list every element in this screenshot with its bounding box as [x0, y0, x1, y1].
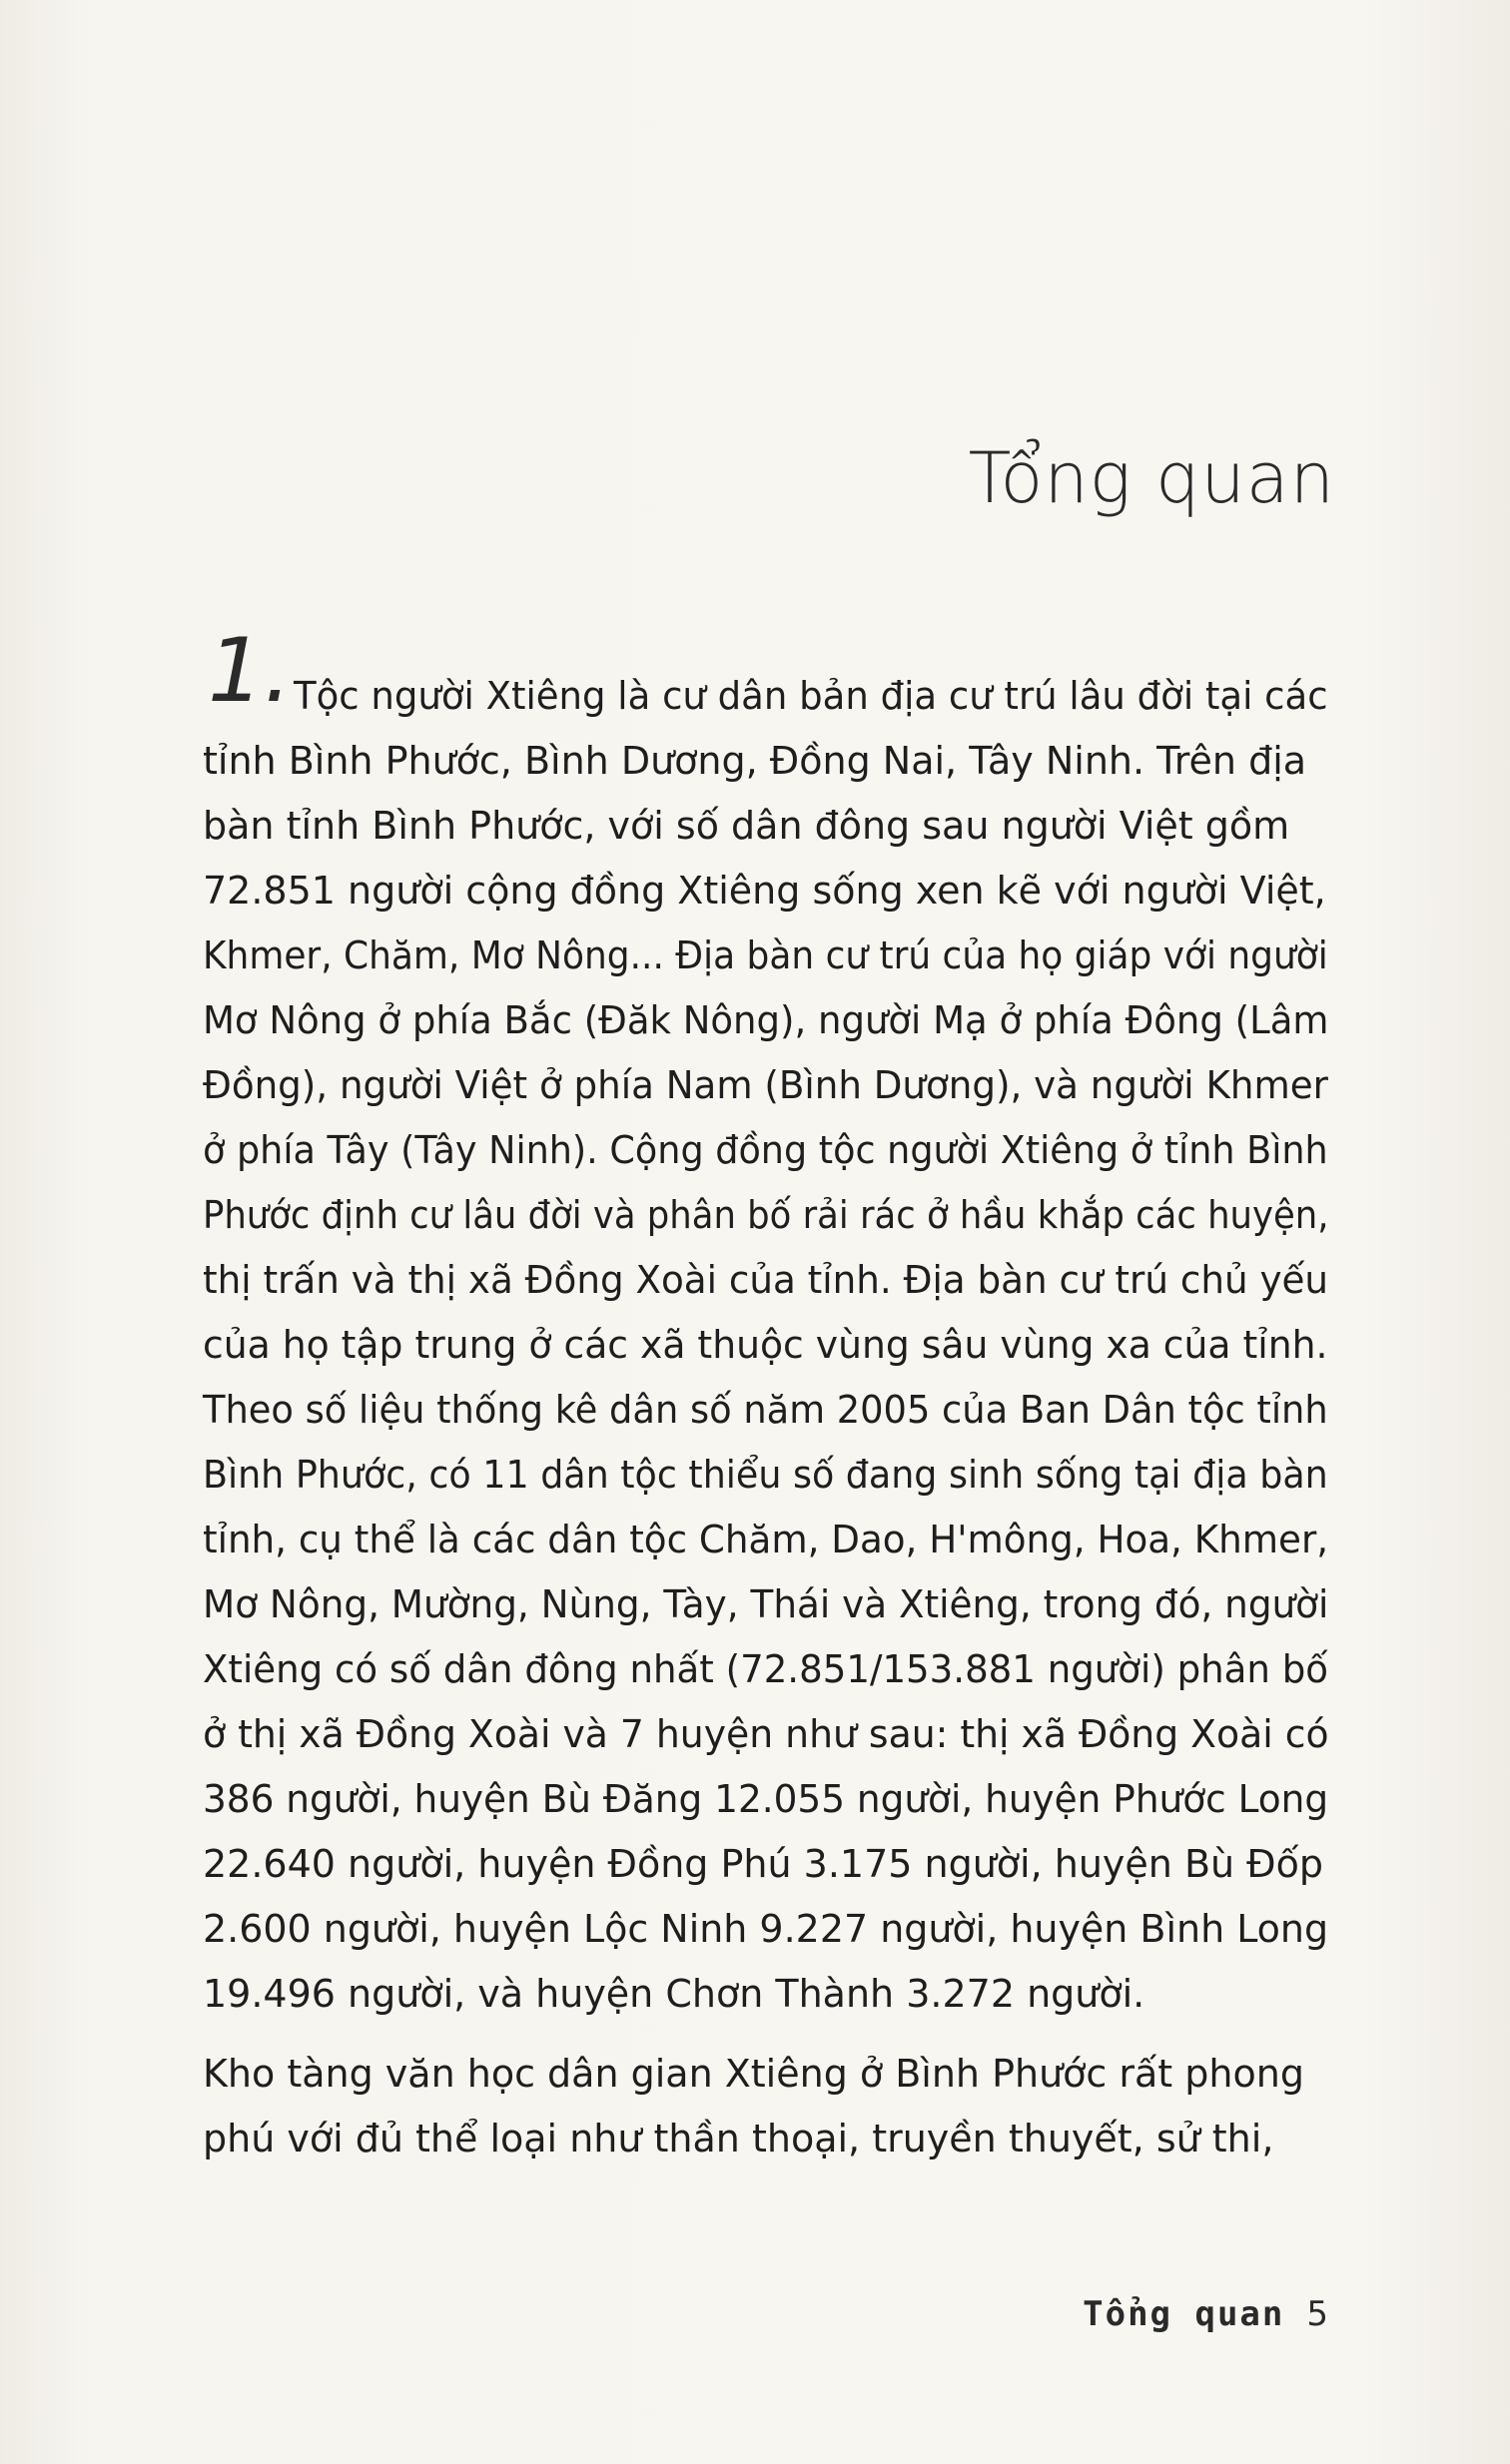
footer-running-title: Tổng quan: [1083, 2294, 1285, 2334]
text-line: Mơ Nông, Mường, Nùng, Tày, Thái và Xtiêng, trong đó, người: [203, 1582, 1329, 1626]
text-line: 386 người, huyện Bù Đăng 12.055 người, huyện Phước Long: [203, 1777, 1329, 1821]
page-footer: [1083, 2294, 1330, 2334]
text-line: thị trấn và thị xã Đồng Xoài của tỉnh. Địa bàn cư trú chủ yếu: [203, 1258, 1329, 1302]
text-line: ở thị xã Đồng Xoài và 7 huyện như sau: thị xã Đồng Xoài có: [203, 1712, 1329, 1756]
text-line: tỉnh Bình Phước, Bình Dương, Đồng Nai, Tây Ninh. Trên địa: [203, 739, 1307, 783]
text-line: Mơ Nông ở phía Bắc (Đăk Nông), người Mạ ở phía Đông (Lâm: [203, 998, 1329, 1042]
text-line: ở phía Tây (Tây Ninh). Cộng đồng tộc người Xtiêng ở tỉnh Bình: [203, 1128, 1328, 1172]
text-line: 22.640 người, huyện Đồng Phú 3.175 người, huyện Bù Đốp: [203, 1842, 1324, 1886]
chapter-title: Tổng quan: [968, 437, 1335, 519]
text-line: Phước định cư lâu đời và phân bố rải rác ở hầu khắp các huyện,: [203, 1193, 1329, 1237]
text-line: Theo số liệu thống kê dân số năm 2005 của Ban Dân tộc tỉnh: [203, 1388, 1328, 1432]
text-line: Tộc người Xtiêng là cư dân bản địa cư trú lâu đời tại các: [294, 674, 1328, 718]
text-line: tỉnh, cụ thể là các dân tộc Chăm, Dao, H'mông, Hoa, Khmer,: [203, 1518, 1329, 1561]
text-line: 2.600 người, huyện Lộc Ninh 9.227 người, huyện Bình Long: [203, 1907, 1329, 1951]
text-line: phú với đủ thể loại như thần thoại, truyền thuyết, sử thi,: [203, 2117, 1274, 2160]
text-line: Khmer, Chăm, Mơ Nông... Địa bàn cư trú của họ giáp với người: [203, 933, 1328, 977]
text-line: 72.851 người cộng đồng Xtiêng sống xen kẽ với người Việt,: [203, 869, 1326, 913]
text-line: 19.496 người, và huyện Chơn Thành 3.272 người.: [203, 1972, 1145, 2016]
page-number: 5: [1306, 2294, 1330, 2334]
text-line: Xtiêng có số dân đông nhất (72.851/153.881 người) phân bố: [203, 1647, 1328, 1691]
text-line: Bình Phước, có 11 dân tộc thiểu số đang sinh sống tại địa bàn: [203, 1453, 1328, 1497]
section-number: 1.: [208, 619, 292, 722]
text-line: Kho tàng văn học dân gian Xtiêng ở Bình Phước rất phong: [203, 2052, 1304, 2096]
text-line: Đồng), người Việt ở phía Nam (Bình Dương), và người Khmer: [203, 1063, 1328, 1107]
text-line: bàn tỉnh Bình Phước, với số dân đông sau người Việt gồm: [203, 804, 1290, 848]
text-line: của họ tập trung ở các xã thuộc vùng sâu vùng xa của tỉnh.: [203, 1323, 1328, 1367]
